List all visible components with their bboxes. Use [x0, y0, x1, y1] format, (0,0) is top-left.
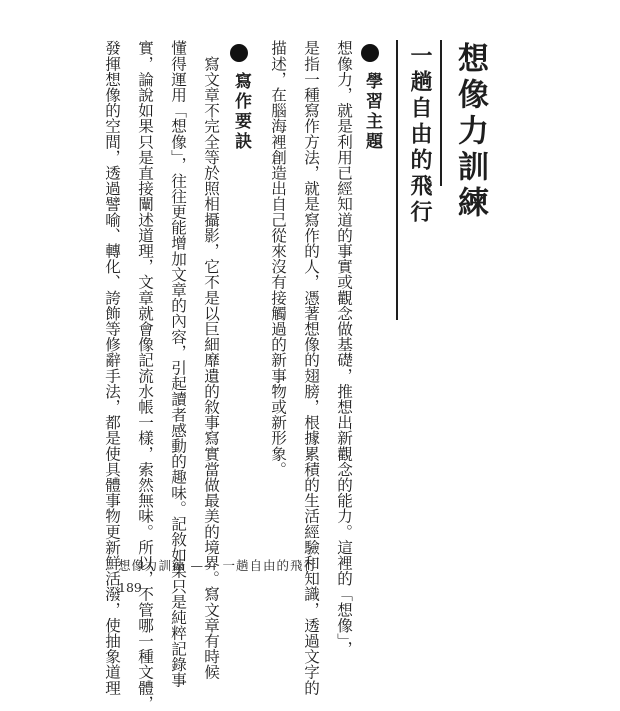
section-bullet-learning [361, 44, 379, 62]
section-bullet-writing [230, 44, 248, 62]
running-head: 想像力訓練 —— 一趟自由的飛行 [118, 558, 317, 573]
body-column-2: 是指一種寫作方法，就是寫作的人，憑著想像的翅膀，根據累積的生活經驗和知識，透過文字的 [302, 40, 320, 696]
section-heading-writing: 寫作要訣 [231, 72, 251, 152]
body-column-5: 懂得運用「想像」，往往更能增加文章的內容，引起讀者感動的趣味。記敘如果只是純粹記錄事 [169, 40, 187, 688]
title-rule-left [396, 40, 398, 320]
chapter-subtitle: 一趟自由的飛行 [407, 44, 432, 226]
body-column-3: 描述，在腦海裡創造出自己從來沒有接觸過的新事物或新形象。 [269, 40, 287, 477]
page-number: 189 [118, 580, 142, 595]
chapter-title: 想像力訓練 [452, 42, 488, 222]
body-column-6: 實，論說如果只是直接闡述道理，文章就會像記流水帳一樣，索然無味。所以，不管哪一種文體， [136, 40, 154, 711]
body-column-7: 發揮想像的空間，透過譬喻、轉化、誇飾等修辭手法，都是使具體事物更新鮮活潑，使抽象道理 [103, 40, 121, 696]
title-rule-right [440, 40, 442, 186]
body-column-4: 寫文章不完全等於照相攝影，它不是以巨細靡遺的敘事寫實當做最美的境界。寫文章有時候 [202, 40, 220, 680]
body-column-1: 想像力，就是利用已經知道的事實或觀念做基礎，推想出新觀念的能力。這裡的「想像」， [335, 40, 353, 657]
section-heading-learning: 學習主題 [362, 72, 382, 152]
